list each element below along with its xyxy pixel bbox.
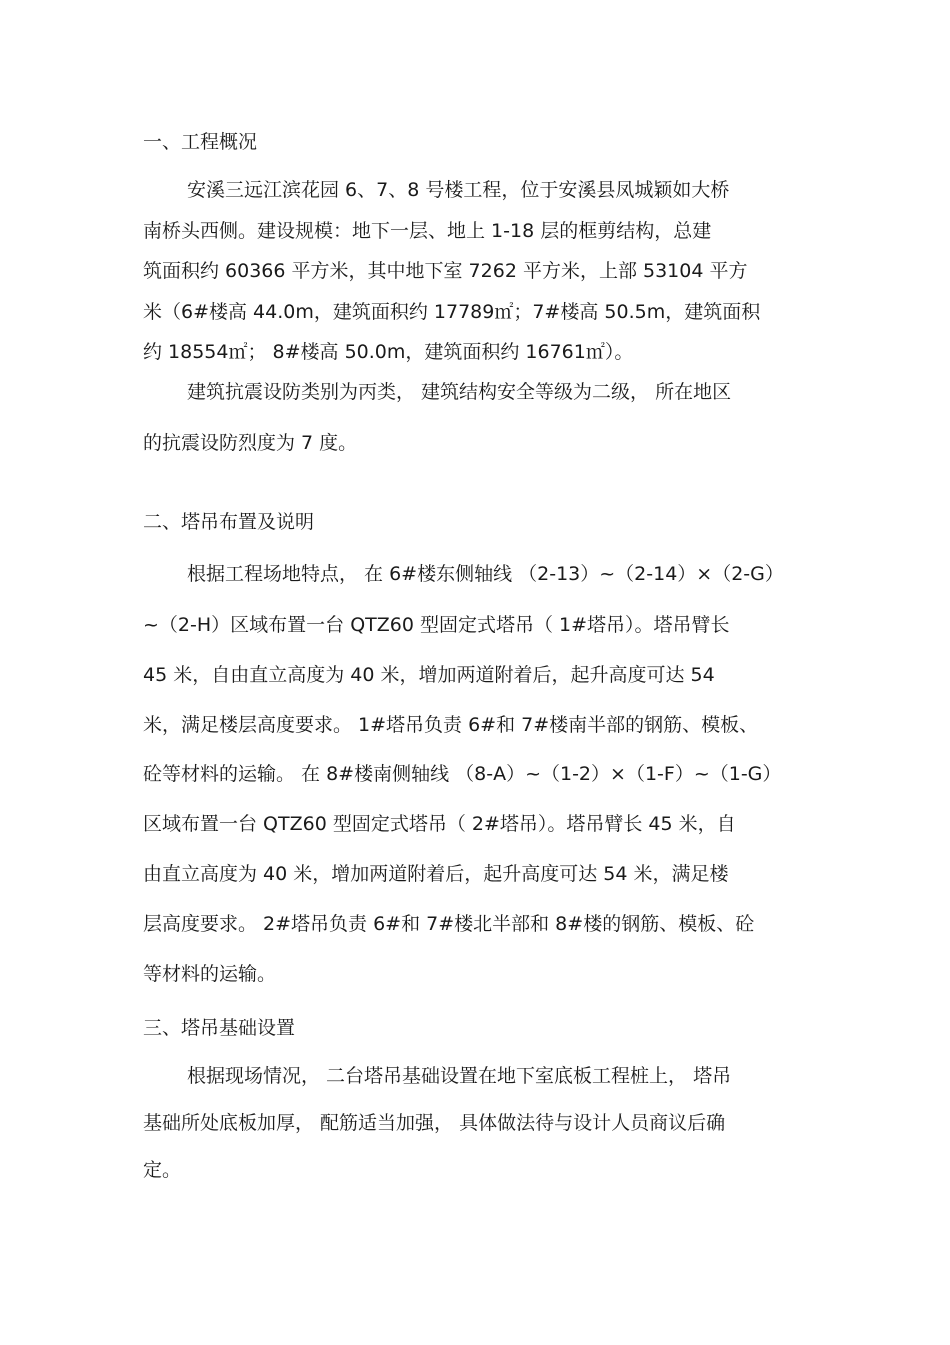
section2-para-line9: 等材料的运输。	[143, 963, 277, 985]
section1-para1-line4: 米（6#楼高 44.0m，建筑面积约 17789㎡；7#楼高 50.5m，建筑面积	[143, 301, 761, 323]
section2-para-line7: 由直立高度为 40 米，增加两道附着后，起升高度可达 54 米，满足楼	[143, 863, 729, 885]
section3-para-line3: 定。	[143, 1159, 182, 1181]
section2-para-line6: 区域布置一台 QTZ60 型固定式塔吊（ 2#塔吊）。塔吊臂长 45 米，自	[143, 813, 736, 835]
section2-para-line4: 米，满足楼层高度要求。 1#塔吊负责 6#和 7#楼南半部的钢筋、模板、	[143, 714, 759, 736]
section1-para2-line1: 建筑抗震设防类别为丙类， 建筑结构安全等级为二级， 所在地区	[187, 381, 732, 403]
section2-para-line3: 45 米，自由直立高度为 40 米，增加两道附着后，起升高度可达 54	[143, 664, 715, 686]
section2-para-line8: 层高度要求。 2#塔吊负责 6#和 7#楼北半部和 8#楼的钢筋、模板、砼	[143, 913, 755, 935]
section2-para-line5: 砼等材料的运输。 在 8#楼南侧轴线 （8-A）~（1-2）×（1-F）~（1-G）	[143, 763, 782, 785]
section2-para-line2: ~（2-H）区域布置一台 QTZ60 型固定式塔吊（ 1#塔吊）。塔吊臂长	[143, 614, 730, 636]
section1-para1-line1: 安溪三远江滨花园 6、7、8 号楼工程，位于安溪县凤城颖如大桥	[187, 179, 730, 201]
section3-heading: 三、塔吊基础设置	[143, 1017, 296, 1039]
section1-para1-line5: 约 18554㎡； 8#楼高 50.0m，建筑面积约 16761㎡）。	[143, 341, 634, 363]
section1-para1-line2: 南桥头西侧。建设规模：地下一层、地上 1-18 层的框剪结构，总建	[143, 220, 712, 242]
section3-para-line1: 根据现场情况， 二台塔吊基础设置在地下室底板工程桩上， 塔吊	[187, 1065, 732, 1087]
section2-heading: 二、塔吊布置及说明	[143, 511, 315, 533]
section3-para-line2: 基础所处底板加厚， 配筋适当加强， 具体做法待与设计人员商议后确	[143, 1112, 726, 1134]
section2-para-line1: 根据工程场地特点， 在 6#楼东侧轴线 （2-13）~（2-14）×（2-G）	[187, 563, 784, 585]
section1-para1-line3: 筑面积约 60366 平方米，其中地下室 7262 平方米，上部 53104 平方	[143, 260, 748, 282]
section1-heading: 一、工程概况	[143, 131, 258, 153]
section1-para2-line2: 的抗震设防烈度为 7 度。	[143, 432, 358, 454]
